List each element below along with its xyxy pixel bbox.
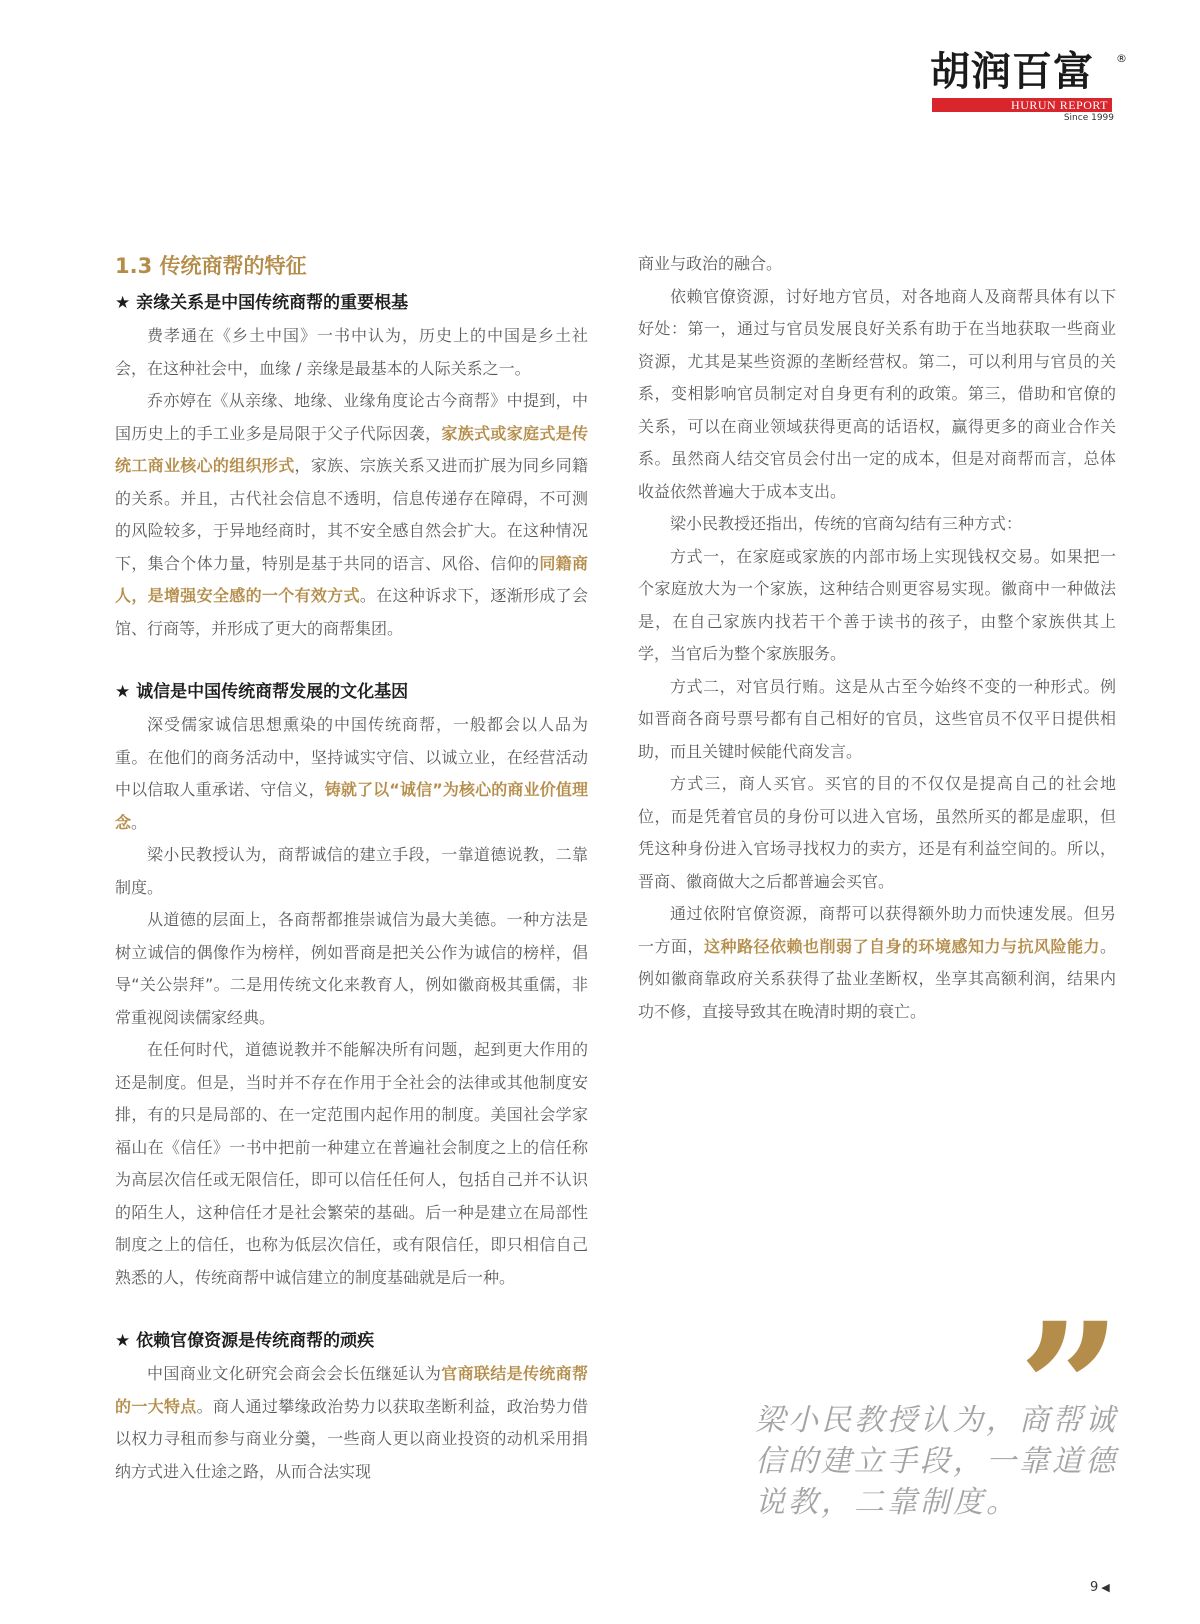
page-arrow-icon: ◀ <box>1101 1581 1110 1594</box>
highlight: 官商联结是传统商帮的一大特点 <box>115 1364 588 1416</box>
highlight: 家族式或家庭式是传统工商业核心的组织形式 <box>115 423 588 475</box>
highlight: 同籍商人，是增强安全感的一个有效方式 <box>115 553 588 605</box>
paragraph: 依赖官僚资源，讨好地方官员，对各地商人及商帮具体有以下好处：第一，通过与官员发展良好关系有助于在当地获取一些商业资源，尤其是某些资源的垄断经营权。第二，可以利用与官员的关系，变相影响官员制定对自身更有利的政策。第三，借助和官僚的关系，可以在商业领域获得更高的话语权，赢得更多的商业合作关系。虽然商人结交官员会付出一定的成本，但是对商帮而言，总体收益依然普遍大于成本支出。 <box>638 286 1116 501</box>
logo-english-bar: HURUN REPORT <box>932 98 1112 112</box>
paragraph: 方式一，在家庭或家族的内部市场上实现钱权交易。如果把一个家庭放大为一个家族，这种结合则更容易实现。徽商中一种做法是，在自己家族内找若干个善于读书的孩子，由整个家族供其上学，当官后为整个家族服务。 <box>638 546 1116 663</box>
paragraph: 梁小民教授认为，商帮诚信的建立手段，一靠道德说教，二靠制度。 <box>115 845 588 897</box>
quote-mark-icon: ” <box>1018 1284 1122 1495</box>
section-title: 1.3 传统商帮的特征 <box>115 254 307 278</box>
subheading-kinship: ★ 亲缘关系是中国传统商帮的重要根基 <box>115 293 409 313</box>
paragraph: 梁小民教授还指出，传统的官商勾结有三种方式： <box>670 514 1023 533</box>
paragraph: 深受儒家诚信思想熏染的中国传统商帮，一般都会以人品为重。在他们的商务活动中，坚持诚实守信、以诚立业，在经营活动中以信取人重承诺、守信义，铸就了以“诚信”为核心的商业价值理念。 <box>115 715 588 832</box>
subheading-bureaucracy: ★ 依赖官僚资源是传统商帮的顽疾 <box>115 1331 375 1351</box>
paragraph: 商业与政治的融合。 <box>638 254 783 273</box>
pull-quote: 梁小民教授认为，商帮诚信的建立手段，一靠道德说教，二靠制度。 <box>755 1403 1118 1520</box>
paragraph: 在任何时代，道德说教并不能解决所有问题，起到更大作用的还是制度。但是，当时并不存在作用于全社会的法律或其他制度安排，有的只是局部的、在一定范围内起作用的制度。美国社会学家福山在《信任》一书中把前一种建立在普遍社会制度之上的信任称为高层次信任或无限信任，即可以信任任何人，包括自己并不认识的陌生人，这种信任才是社会繁荣的基础。后一种是建立在局部性制度之上的信任，也称为低层次信任，或有限信任，即只相信自己熟悉的人，传统商帮中诚信建立的制度基础就是后一种。 <box>115 1040 588 1287</box>
page-number-value: 9 <box>1090 1580 1099 1595</box>
registered-mark: ® <box>1116 52 1127 65</box>
paragraph: 通过依附官僚资源，商帮可以获得额外助力而快速发展。但另一方面，这种路径依赖也削弱了自身的环境感知力与抗风险能力。例如徽商靠政府关系获得了盐业垄断权，坐享其高额利润，结果内功不修，直接导致其在晚清时期的衰亡。 <box>638 904 1116 1021</box>
logo-chinese-text: 胡润百富 <box>930 49 1094 95</box>
logo-since: Since 1999 <box>1063 113 1114 123</box>
left-column <box>115 248 588 1488</box>
subheading-integrity: ★ 诚信是中国传统商帮发展的文化基因 <box>115 682 409 702</box>
paragraph: 从道德的层面上，各商帮都推崇诚信为最大美德。一种方法是树立诚信的偶像作为榜样，例如晋商是把关公作为诚信的榜样，倡导“关公崇拜”。二是用传统文化来教育人，例如徽商极其重儒，非常重视阅读儒家经典。 <box>115 910 588 1027</box>
paragraph: 乔亦婷在《从亲缘、地缘、业缘角度论古今商帮》中提到，中国历史上的手工业多是局限于父子代际因袭，家族式或家庭式是传统工商业核心的组织形式，家族、宗族关系又进而扩展为同乡同籍的关系。并且，古代社会信息不透明，信息传递存在障碍，不可测的风险较多，于异地经商时，其不安全感自然会扩大。在这种情况下，集合个体力量，特别是基于共同的语言、风俗、信仰的同籍商人，是增强安全感的一个有效方式。在这种诉求下，逐渐形成了会馆、行商等，并形成了更大的商帮集团。 <box>115 391 588 638</box>
paragraph: 方式三，商人买官。买官的目的不仅仅是提高自己的社会地位，而是凭着官员的身份可以进入官场，虽然所买的都是虚职，但凭这种身份进入官场寻找权力的卖方，还是有利益空间的。所以，晋商、徽商做大之后都普遍会买官。 <box>638 774 1116 891</box>
hurun-logo <box>930 50 1130 130</box>
highlight: 铸就了以“诚信”为核心的商业价值理念 <box>115 780 588 832</box>
paragraph: 方式二，对官员行贿。这是从古至今始终不变的一种形式。例如晋商各商号票号都有自己相好的官员，这些官员不仅平日提供相助，而且关键时候能代商发言。 <box>638 676 1116 761</box>
highlight: 这种路径依赖也削弱了自身的环境感知力与抗风险能力 <box>704 936 1100 956</box>
paragraph: 费孝通在《乡土中国》一书中认为，历史上的中国是乡土社会，在这种社会中，血缘 / 亲缘是最基本的人际关系之一。 <box>115 326 588 378</box>
right-column <box>638 248 1116 1028</box>
paragraph: 中国商业文化研究会商会会长伍继延认为官商联结是传统商帮的一大特点。商人通过攀缘政治势力以获取垄断利益，政治势力借以权力寻租而参与商业分羹，一些商人更以商业投资的动机采用捐纳方式进入仕途之路，从而合法实现 <box>115 1364 588 1481</box>
page-number <box>1090 1580 1110 1595</box>
